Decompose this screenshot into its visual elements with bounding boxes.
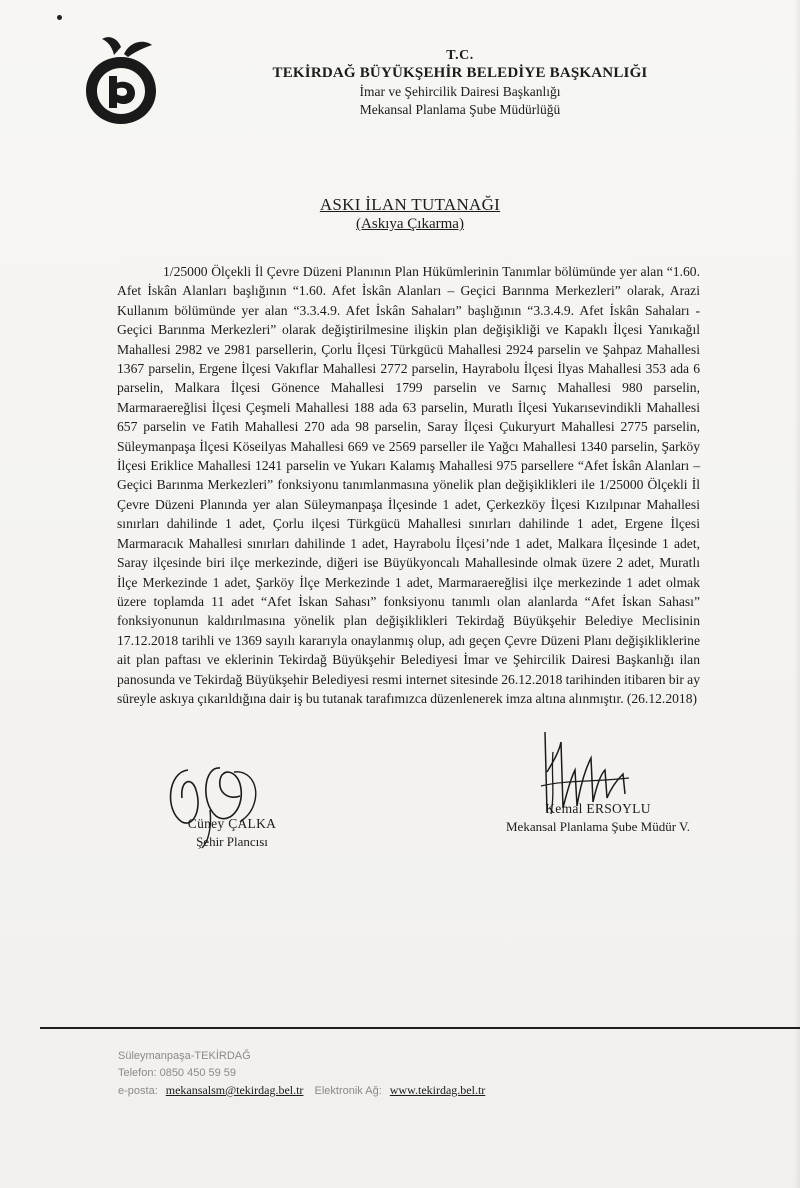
footer-address: Süleymanpaşa-TEKİRDAĞ [118, 1050, 251, 1062]
municipality-logo-icon [80, 35, 162, 127]
signatory-right-role: Mekansal Planlama Şube Müdür V. [505, 819, 691, 834]
signatory-left-name: Cüney ÇALKA [187, 816, 277, 831]
scan-edge-shadow [794, 0, 800, 1188]
footer-email-label: e-posta: [118, 1085, 158, 1097]
signatory-right [478, 800, 718, 836]
branch-name: Mekansal Planlama Şube Müdürlüğü [359, 102, 561, 117]
footer-web-link[interactable]: www.tekirdag.bel.tr [389, 1083, 486, 1097]
footer-divider [40, 1027, 800, 1029]
department-name: İmar ve Şehircilik Dairesi Başkanlığı [359, 84, 561, 99]
signatory-left-role: Şehir Plancısı [196, 834, 268, 849]
footer [118, 1048, 718, 1100]
scan-speck [57, 15, 62, 20]
signatory-right-name: Kemal ERSOYLU [545, 801, 651, 816]
footer-contact [118, 1082, 718, 1100]
document-subtitle: (Askıya Çıkarma) [356, 216, 464, 232]
letterhead [250, 48, 670, 119]
document-title-block [250, 194, 570, 234]
footer-phone: Telefon: 0850 450 59 59 [118, 1067, 237, 1079]
header-tc: T.C. [446, 48, 474, 63]
footer-email-link[interactable]: mekansalsm@tekirdag.bel.tr [165, 1083, 304, 1097]
footer-web-label: Elektronik Ağ: [314, 1085, 382, 1097]
document-title: ASKI İLAN TUTANAĞI [319, 195, 501, 214]
institution-name: TEKİRDAĞ BÜYÜKŞEHİR BELEDİYE BAŞKANLIĞI [272, 65, 648, 81]
signatory-left [162, 815, 302, 851]
document-body: 1/25000 Ölçekli İl Çevre Düzeni Planının Plan Hükümlerinin Tanımlar bölümünde yer alan “1.60. Afet İskân Alanları başlığının “1.60. Afet İskân Alanları – Geçici Barınma Merkezleri” olarak, Arazi Kullanım bölümünde yer alan “3.3.4.9. Afet İskân Sahaları” başlığının “3.3.4.9. Afet İskân Sahaları - Geçici Barınma Merkezleri” olarak değiştirilmesine ilişkin plan değişikliği ve Kapaklı İlçesi Yanıkağıl Mahallesi 2982 ve 2981 parsellerin, Çorlu İlçesi Türkgücü Mahallesi 2924 parselin ve Şahpaz Mahallesi 1367 parselin, Ergene İlçesi Vakıflar Mahallesi 2772 parselin, Hayrabolu İlçesi İlyas Mahallesi 353 ada 6 parselin, Malkara İlçesi Gönence Mahallesi 1799 parselin ve Sarnıç Mahallesi 980 parselin, Marmaraereğlisi İlçesi Çeşmeli Mahallesi 188 ada 63 parselin, Muratlı İlçesi Yukarısevindikli Mahallesi 657 parselin ve Fatih Mahallesi 270 ada 98 parselin, Saray İlçesi Çukuryurt Mahallesi 2775 parselin, Süleymanpaşa İlçesi Köseilyas Mahallesi 669 ve 2569 parseller ile Yağcı Mahallesi 1340 parselin, Şarköy İlçesi Eriklice Mahallesi 1241 parselin ve Yukarı Kalamış Mahallesi 975 parsellere “Afet İskân Alanları – Geçici Barınma Merkezleri” fonksiyonu tanımlanmasına yönelik plan değişiklikleri ile 1/25000 Ölçekli İl Çevre Düzeni Planında yer alan Süleymanpaşa İlçesinde 1 adet, Çerkezköy İlçesi Kızılpınar Mahallesi sınırları dahilinde 1 adet, Çorlu ilçesi Türkgücü Mahallesi sınırları dahilinde 1 adet, Ergene İlçesi Marmaracık Mahallesi sınırları dahilinde 1 adet, Hayrabolu İlçesi’nde 1 adet, Malkara İlçesinde 1 adet, Saray ilçesinde biri ilçe merkezinde, diğeri ise Büyükyoncalı Mahallesinde olmak üzere 2 adet, Muratlı İlçe Merkezinde 1 adet, Şarköy İlçe Merkezinde 1 adet, Marmaraereğlisi ilçe merkezinde 1 adet olmak üzere toplamda 11 adet “Afet İskan Sahası” fonksiyonu tanımlı olan alanlarda “Afet İskan Sahası” fonksiyonunun kaldırılmasına yönelik plan değişiklikleri Tekirdağ Büyükşehir Belediye Meclisinin 17.12.2018 tarihli ve 1369 sayılı kararıyla onaylanmış olup, adı geçen Çevre Düzeni Planı değişikliklerine ait plan paftası ve eklerinin Tekirdağ Büyükşehir Belediyesi İmar ve Şehircilik Dairesi Başkanlığı ilan panosunda ve Tekirdağ Büyükşehir Belediyesi resmi internet sitesinde 26.12.2018 tarihinden itibaren bir ay süreyle askıya çıkarıldığına dair iş bu tutanak tarafımızca düzenlenerek imza altına alınmıştır. (26.12.2018) [117, 264, 700, 706]
